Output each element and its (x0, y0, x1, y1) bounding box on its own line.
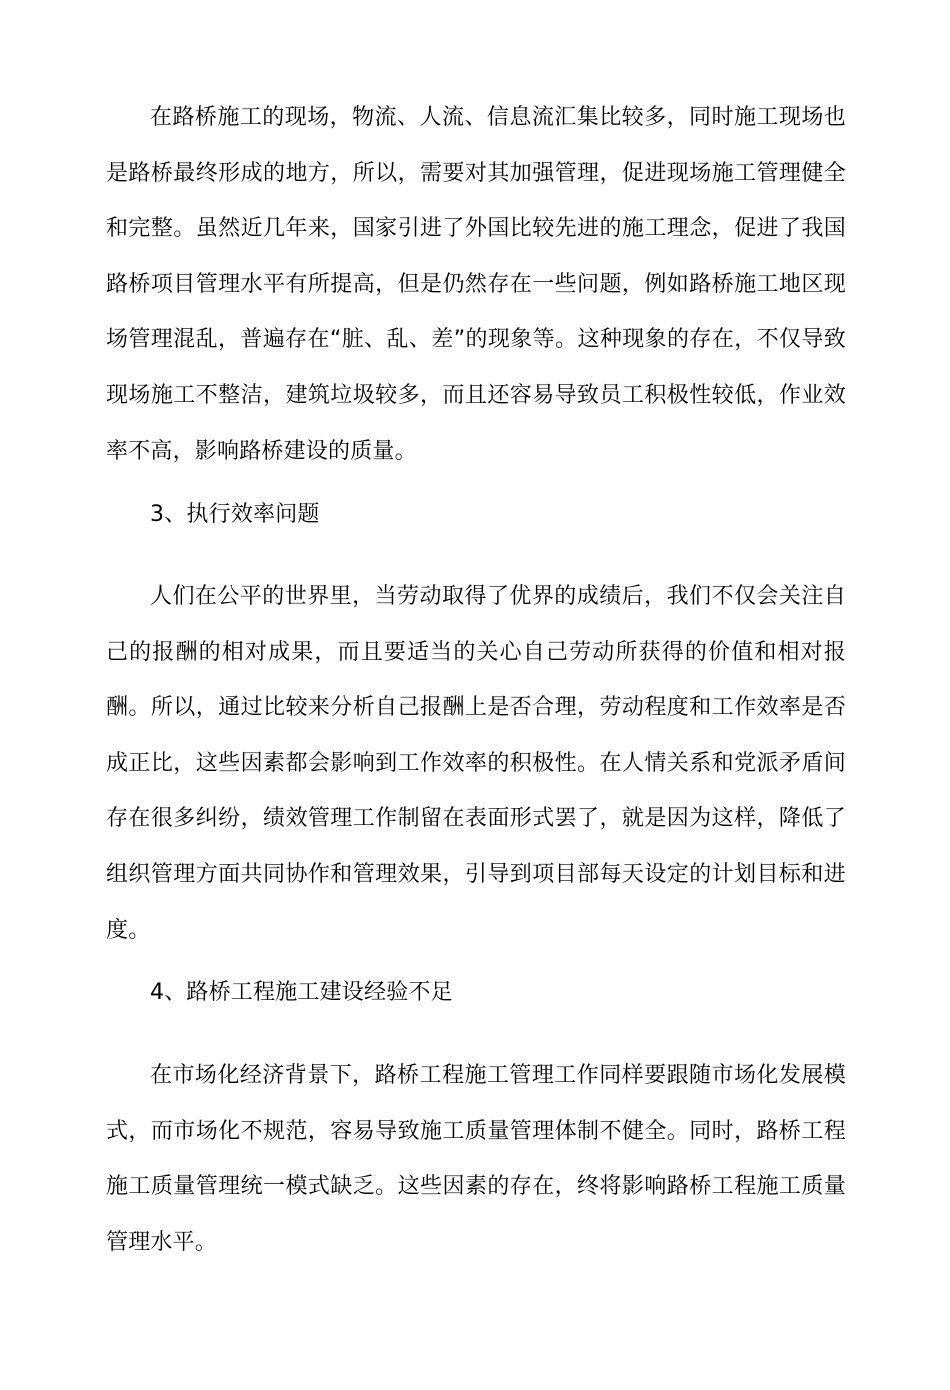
section-heading-4: 4、路桥工程施工建设经验不足 (150, 980, 453, 1005)
paragraph-site-management: 在路桥施工的现场，物流、人流、信息流汇集比较多，同时施工现场也是路桥最终形成的地方，所以，需要对其加强管理，促进现场施工管理健全和完整。虽然近几年来，国家引进了外国比较先进的施工理念，促进了我国路桥项目管理水平有所提高，但是仍然存在一些问题，例如路桥施工地区现场管理混乱，普遍存在“脏、乱、差”的现象等。这种现象的存在，不仅导致现场施工不整洁，建筑垃圾较多，而且还容易导致员工积极性较低，作业效率不高，影响路桥建设的质量。 (106, 105, 846, 464)
paragraph-execution-efficiency: 人们在公平的世界里，当劳动取得了优界的成绩后，我们不仅会关注自己的报酬的相对成果，而且要适当的关心自己劳动所获得的价值和相对报酬。所以，通过比较来分析自己报酬上是否合理，劳动程度和工作效率是否成正比，这些因素都会影响到工作效率的积极性。在人情关系和党派矛盾间存在很多纠纷，绩效管理工作制留在表面形式罢了，就是因为这样，降低了组织管理方面共同协作和管理效果，引导到项目部每天设定的计划目标和进度。 (106, 584, 846, 943)
section-heading-3: 3、执行效率问题 (150, 502, 320, 527)
paragraph-market-experience: 在市场化经济背景下，路桥工程施工管理工作同样要跟随市场化发展模式，而市场化不规范，容易导致施工质量管理体制不健全。同时，路桥工程施工质量管理统一模式缺乏。这些因素的存在，终将影响路桥工程施工质量管理水平。 (106, 1063, 846, 1255)
